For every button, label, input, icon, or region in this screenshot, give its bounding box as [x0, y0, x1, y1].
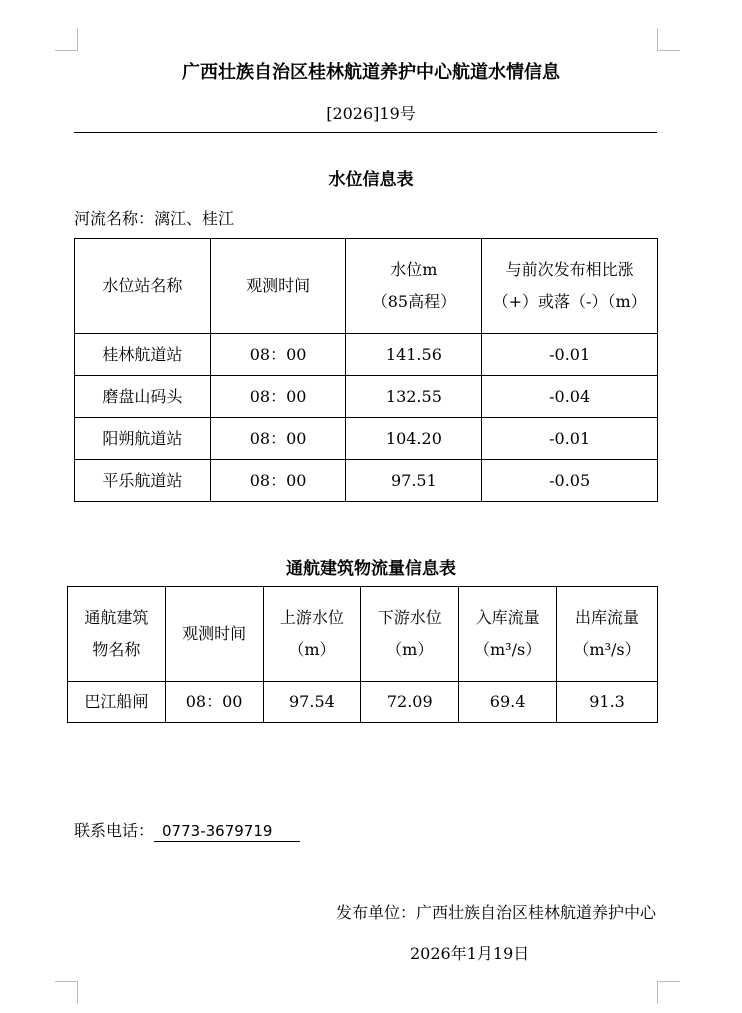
table-cell: -0.05: [482, 460, 658, 502]
header-cell: 上游水位 （m）: [263, 587, 361, 682]
flow-table-title: 通航建筑物流量信息表: [286, 559, 456, 579]
table-cell: 巴江船闸: [68, 682, 166, 723]
table-cell: 97.51: [346, 460, 482, 502]
table-cell: 桂林航道站: [75, 334, 211, 376]
table-cell: -0.04: [482, 376, 658, 418]
table-header-row: [68, 587, 658, 682]
header-cell: 与前次发布相比涨 （+）或落（-）（m）: [482, 239, 658, 334]
table-cell: 08：00: [165, 682, 263, 723]
table-row: [75, 376, 658, 418]
publish-date: 2026年1月19日: [410, 944, 530, 963]
table-row: [75, 418, 658, 460]
header-cell: 下游水位 （m）: [361, 587, 459, 682]
table-cell: 平乐航道站: [75, 460, 211, 502]
header-cell: 水位m （85高程）: [346, 239, 482, 334]
header-cell: 水位站名称: [75, 239, 211, 334]
contact-label: 联系电话：: [74, 821, 155, 840]
phone-number: 0773-3679719: [154, 821, 300, 842]
document-number: [2026]19号: [326, 104, 416, 123]
water-level-table: [74, 238, 658, 502]
table-cell: 08：00: [210, 418, 346, 460]
table-cell: 97.54: [263, 682, 361, 723]
publisher: 发布单位：广西壮族自治区桂林航道养护中心: [335, 903, 656, 922]
table-cell: 磨盘山码头: [75, 376, 211, 418]
table-cell: 08：00: [210, 460, 346, 502]
table-cell: 72.09: [361, 682, 459, 723]
table-cell: 132.55: [346, 376, 482, 418]
table-row: [68, 682, 658, 723]
flow-info-table: [67, 586, 658, 723]
corner-mark-top-right: [657, 28, 680, 51]
corner-mark-bottom-right: [657, 981, 680, 1004]
header-cell: 出库流量 （m³/s）: [557, 587, 658, 682]
corner-mark-top-left: [55, 28, 78, 51]
table-cell: -0.01: [482, 418, 658, 460]
header-cell: 观测时间: [210, 239, 346, 334]
table-cell: 08：00: [210, 334, 346, 376]
table-cell: 阳朔航道站: [75, 418, 211, 460]
table-cell: 104.20: [346, 418, 482, 460]
river-name: 河流名称：漓江、桂江: [74, 209, 235, 228]
table-cell: 141.56: [346, 334, 482, 376]
table-cell: 91.3: [557, 682, 658, 723]
table-row: [75, 460, 658, 502]
header-divider: [74, 132, 657, 133]
table-header-row: [75, 239, 658, 334]
document-title: 广西壮族自治区桂林航道养护中心航道水情信息: [182, 62, 560, 83]
corner-mark-bottom-left: [55, 981, 78, 1004]
water-table-title: 水位信息表: [328, 170, 414, 190]
contact-line: [74, 818, 300, 842]
table-cell: 69.4: [459, 682, 557, 723]
table-row: [75, 334, 658, 376]
header-cell: 观测时间: [165, 587, 263, 682]
header-cell: 入库流量 （m³/s）: [459, 587, 557, 682]
header-cell: 通航建筑 物名称: [68, 587, 166, 682]
table-cell: -0.01: [482, 334, 658, 376]
table-cell: 08：00: [210, 376, 346, 418]
